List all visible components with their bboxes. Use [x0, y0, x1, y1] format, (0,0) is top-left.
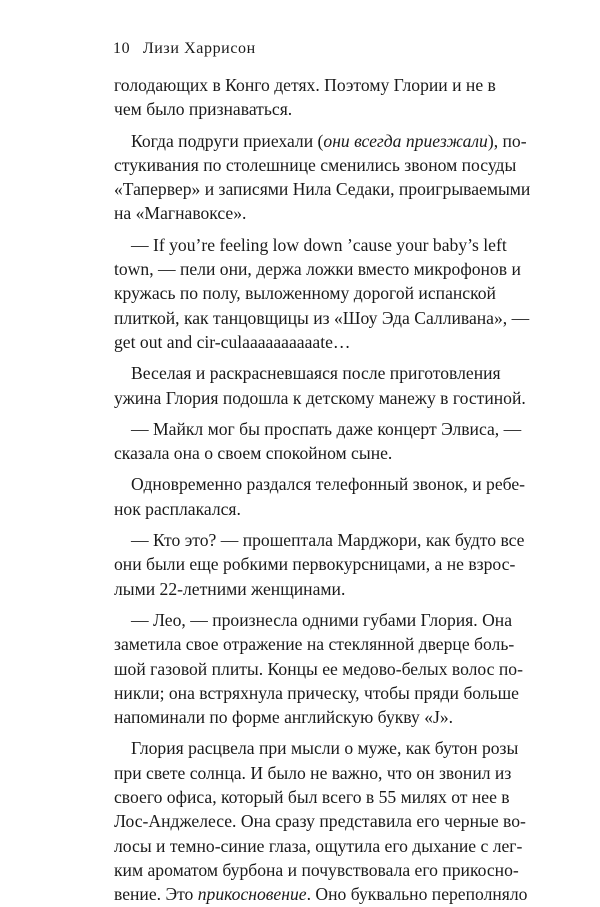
text-line: лыми 22-летними женщинами. — [114, 578, 346, 599]
text-line: напоминали по форме английскую букву «J». — [114, 707, 454, 728]
running-head — [113, 40, 256, 58]
paragraph — [114, 233, 530, 354]
text-line: town, — пели они, держа ложки вместо микрофонов и — [114, 259, 521, 280]
text-line: — Лео, — произнесла одними губами Глория. Она — [131, 609, 512, 630]
paragraph-gap — [114, 354, 494, 361]
text-line: «Тапервер» и записями Нила Седаки, проигрываемыми — [114, 179, 531, 200]
text-line: голодающих в Конго детях. Поэтому Глории и не в — [114, 75, 496, 95]
paragraph-gap — [114, 226, 494, 233]
text-line: — Кто это? — прошептала Марджори, как будто все — [131, 530, 525, 551]
text-line: нок расплакался. — [114, 498, 241, 519]
text-line: ужина Глория подошла к детскому манежу в гостиной. — [114, 387, 526, 408]
italic-text: они всегда приезжали — [323, 130, 488, 151]
text-line: своего офиса, который был всего в 55 милях от нее в — [114, 787, 510, 808]
italic-text: прикосновение — [197, 884, 307, 905]
page-number: 10 — [113, 40, 131, 57]
text-line: ким ароматом бурбона и почувствовала его прикосно- — [114, 859, 519, 880]
text-line: они были еще робкими первокурсницами, а не взрос- — [114, 554, 516, 575]
text-line: сказала она о своем спокойном сыне. — [114, 443, 393, 464]
paragraph — [114, 472, 526, 521]
text-line: Когда подруги приехали (они всегда приезжали), по- — [131, 130, 527, 151]
text-line: лосы и темно-синие глаза, ощутила его дыхание с лег- — [114, 835, 523, 856]
paragraph — [114, 608, 523, 729]
text-line: — If you’re feeling low down ’cause your baby’s left — [131, 234, 507, 255]
paragraph-gap — [114, 729, 494, 736]
paragraph — [114, 736, 528, 906]
text-line: при свете солнца. И было не важно, что он звонил из — [114, 762, 512, 783]
text-line: никли; она встряхнула прическу, чтобы пряди больше — [114, 682, 519, 703]
text-line: Лос-Анджелесе. Она сразу представила его черные во- — [114, 811, 526, 832]
text-line: Веселая и раскрасневшаяся после приготовления — [131, 363, 501, 384]
text-line: — Майкл мог бы проспать даже концерт Элвиса, — — [131, 418, 522, 439]
paragraph — [114, 129, 531, 226]
text-line: get out and cir-culaaaaaaaaaate… — [114, 331, 351, 352]
text-line: вение. Это прикосновение. Оно буквально переполняло — [114, 884, 528, 905]
body-text — [114, 73, 531, 907]
text-line: кружась по полу, выложенному дорогой испанской — [114, 283, 496, 304]
paragraph-gap — [114, 601, 494, 608]
text-line: на «Магнавоксе». — [114, 203, 247, 224]
paragraph-gap — [114, 410, 494, 417]
paragraph-gap — [114, 465, 494, 472]
paragraph — [114, 73, 494, 122]
text-line: плиткой, как танцовщицы из «Шоу Эда Салливана», — — [114, 307, 530, 328]
text-line: Одновременно раздался телефонный звонок, и ребе- — [131, 474, 526, 495]
paragraph — [114, 361, 526, 410]
paragraph-gap — [114, 122, 494, 129]
text-line: шой газовой плиты. Концы ее медово-белых волос по- — [114, 658, 523, 679]
text-line: заметила свое отражение на стеклянной дверце боль- — [114, 634, 515, 655]
text-line: стукивания по столешнице сменились звоном посуды — [114, 154, 517, 175]
author-name: Лизи Харрисон — [142, 40, 256, 57]
text-line: Глория расцвела при мысли о муже, как бутон розы — [131, 738, 519, 759]
paragraph — [114, 528, 525, 601]
text-line: чем было признаваться. — [114, 99, 293, 120]
paragraph-gap — [114, 521, 494, 528]
paragraph — [114, 417, 522, 466]
